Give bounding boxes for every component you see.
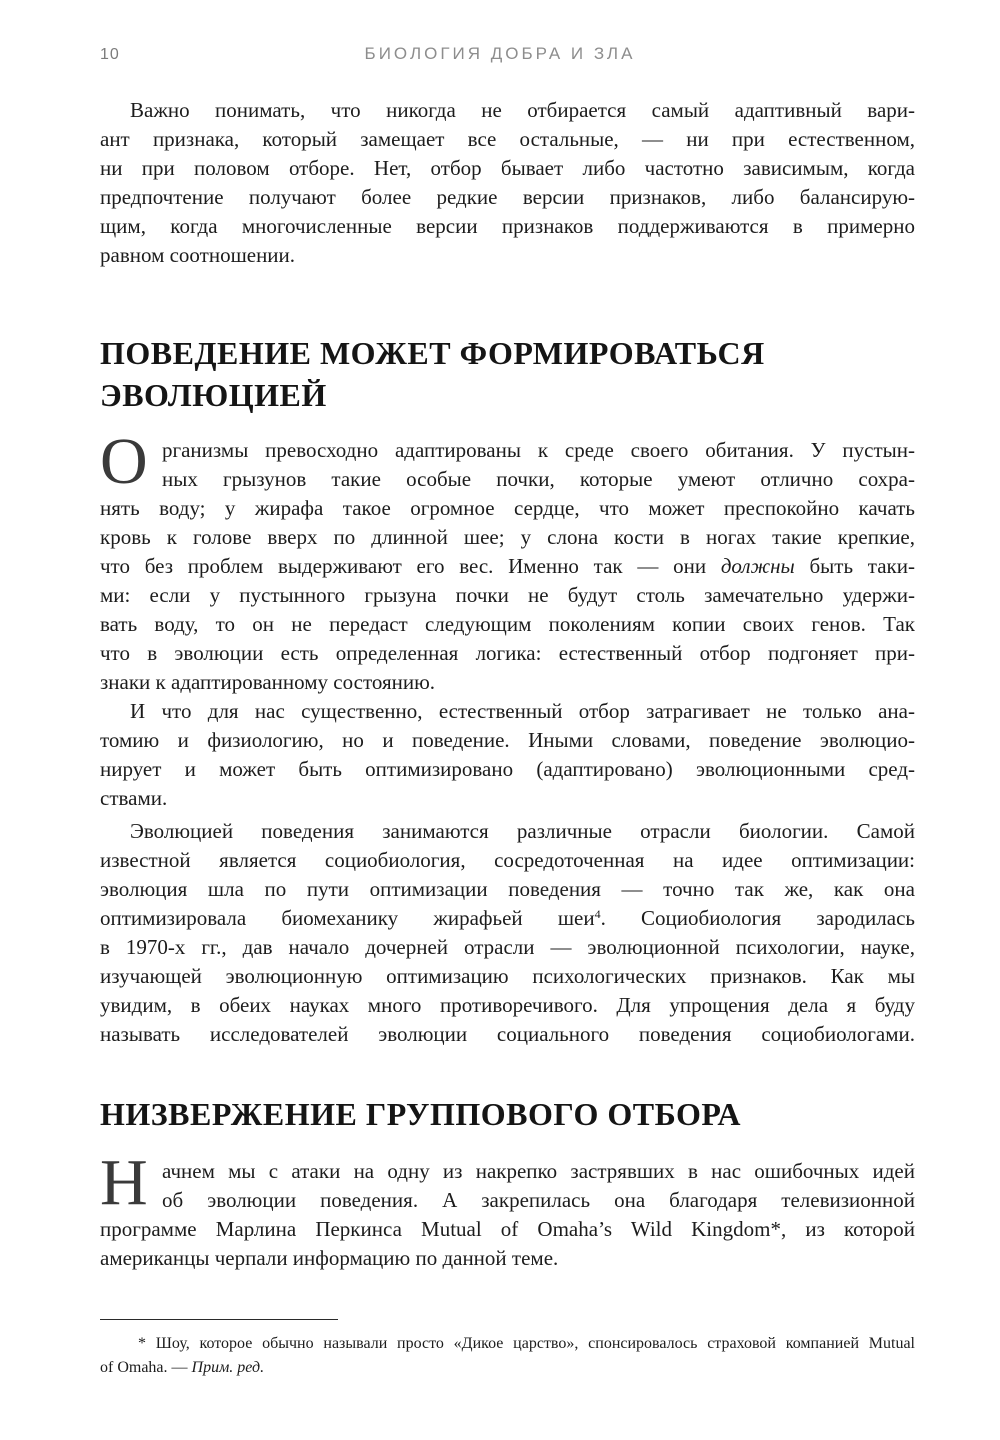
- italic-text: Прим. ред.: [191, 1359, 265, 1376]
- running-title: БИОЛОГИЯ ДОБРА И ЗЛА: [364, 44, 636, 63]
- text-line: предпочтение получают более редкие версии признаков, либо балансирую-: [100, 185, 915, 209]
- text-segment: быть таки-: [794, 554, 915, 578]
- text-segment: of Omaha. —: [100, 1359, 192, 1376]
- text-line: знаки к адаптированному состоянию.: [100, 670, 436, 694]
- paragraph-selection-intro: [100, 96, 915, 270]
- footnote-line: [100, 1356, 915, 1380]
- paragraph-organisms-adapted: [100, 425, 915, 697]
- text-line: программе Марлина Перкинса Mutual of Omaha’s Wild Kingdom*, из которой: [100, 1217, 915, 1241]
- page-content: [100, 96, 915, 1380]
- heading-line: НИЗВЕРЖЕНИЕ ГРУППОВОГО ОТБОРА: [100, 1096, 741, 1132]
- text-line: рганизмы превосходно адаптированы к среде своего обитания. У пустын-: [162, 438, 915, 462]
- text-line: нять воду; у жирафа такое огромное сердце, что может преспокойно качать: [100, 496, 915, 520]
- text-line: кровь к голове вверх по длинной шее; у слона кости в ногах такие крепкие,: [100, 525, 915, 549]
- text-line: [100, 904, 915, 933]
- footnote-block: [100, 1319, 915, 1380]
- text-line: нирует и может быть оптимизировано (адаптировано) эволюционными сред-: [100, 757, 915, 781]
- text-segment: оптимизировала биомеханику жирафьей шеи: [100, 906, 595, 930]
- text-line: ных грызунов такие особые почки, которые умеют отлично сохра-: [162, 467, 915, 491]
- text-line: эволюция шла по пути оптимизации поведения — точно так же, как она: [100, 877, 915, 901]
- text-line: Важно понимать, что никогда не отбирается самый адаптивный вари-: [130, 98, 915, 122]
- text-line: щим, когда многочисленные версии признаков поддерживаются в примерно: [100, 214, 915, 238]
- text-line: ни при половом отборе. Нет, отбор бывает либо частотно зависимым, когда: [100, 156, 915, 180]
- text-line: изучающей эволюционную оптимизацию психологических признаков. Как мы: [100, 964, 915, 988]
- page-number: 10: [100, 46, 120, 63]
- text-segment: что без проблем выдерживают его вес. Именно так — они: [100, 554, 721, 578]
- paragraph-sociobiology: [100, 817, 915, 1049]
- paragraph-wild-kingdom: [100, 1146, 915, 1273]
- section-heading-behavior-evolution: [100, 332, 915, 416]
- footnote-rule: [100, 1319, 338, 1320]
- paragraph-selection-behavior: [100, 697, 915, 813]
- text-line: об эволюции поведения. А закрепилась она благодаря телевизионной: [162, 1188, 915, 1212]
- page-header: [0, 44, 1000, 70]
- italic-text: должны: [720, 554, 795, 578]
- text-line: ствами.: [100, 786, 168, 810]
- text-line: что в эволюции есть определенная логика: естественный отбор подгоняет при-: [100, 641, 915, 665]
- heading-line: ПОВЕДЕНИЕ МОЖЕТ ФОРМИРОВАТЬСЯ: [100, 335, 765, 371]
- endnote-ref-4: 4: [594, 907, 601, 921]
- text-line: увидим, в обеих науках много противоречивого. Для упрощения дела я буду: [100, 993, 915, 1017]
- text-line: американцы черпали информацию по данной теме.: [100, 1246, 559, 1270]
- text-line: И что для нас существенно, естественный отбор затрагивает не только ана-: [130, 699, 915, 723]
- text-line: известной является социобиология, сосредоточенная на идее оптимизации:: [100, 848, 915, 872]
- heading-line: ЭВОЛЮЦИЕЙ: [100, 377, 327, 413]
- drop-cap: О: [100, 425, 148, 498]
- text-line: томию и физиологию, но и поведение. Иными словами, поведение эволюцио-: [100, 728, 915, 752]
- text-line: ант признака, который замещает все остальные, — ни при естественном,: [100, 127, 915, 151]
- text-line: [100, 552, 915, 581]
- text-line: ми: если у пустынного грызуна почки не будут столь замечательно удержи-: [100, 583, 915, 607]
- text-segment: . Социобиология зародилась: [600, 906, 915, 930]
- text-line: называть исследователей эволюции социального поведения социобиологами.: [100, 1022, 915, 1046]
- text-line: равном соотношении.: [100, 243, 296, 267]
- text-line: вать воду, то он не передаст следующим поколениям копии своих генов. Так: [100, 612, 915, 636]
- text-line: в 1970-х гг., дав начало дочерней отрасли — эволюционной психологии, науке,: [100, 935, 915, 959]
- text-line: Эволюцией поведения занимаются различные отрасли биологии. Самой: [130, 819, 915, 843]
- text-line: ачнем мы с атаки на одну из накрепко застрявших в нас ошибочных идей: [162, 1159, 915, 1183]
- footnote-line: * Шоу, которое обычно называли просто «Дикое царство», спонсировалось страховой компанией Mutual: [138, 1335, 915, 1352]
- section-heading-group-selection: [100, 1093, 915, 1135]
- drop-cap: Н: [100, 1146, 148, 1219]
